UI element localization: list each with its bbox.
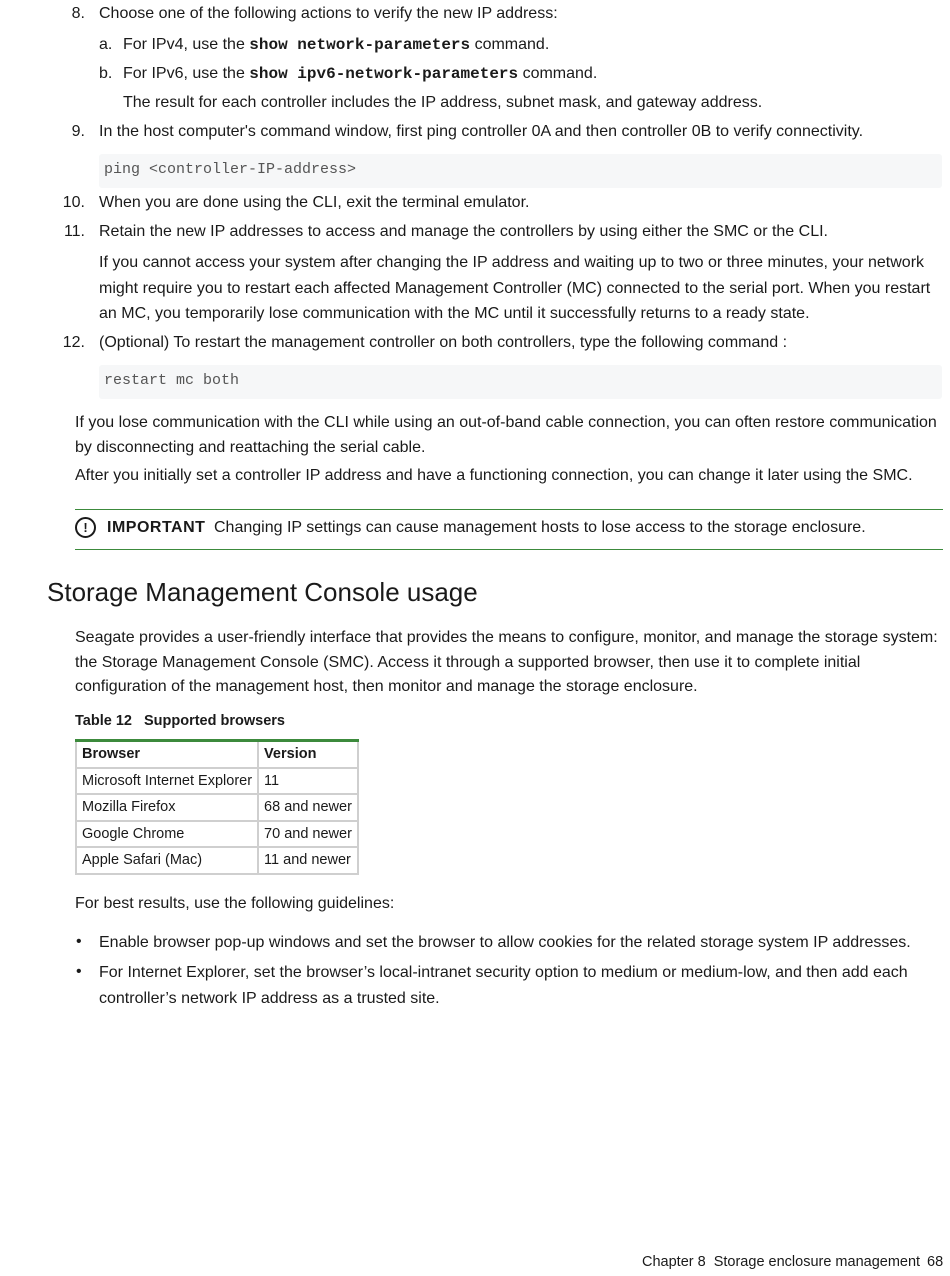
table-header-row: [76, 741, 358, 768]
code-block-ping: [99, 154, 942, 188]
list-item: Enable browser pop-up windows and set the browser to allow cookies for the related storage system IP addresses.: [99, 934, 911, 951]
important-callout: [75, 509, 943, 550]
table-row: [76, 794, 358, 821]
step-11-note: If you cannot access your system after changing the IP address and waiting up to two or three minutes, your network might require you to restart each affected Management Controller (MC) connected to the serial port. When you restart an MC, you temporarily lose communication with the MC until it successfully returns to a ready state.: [99, 254, 931, 322]
cell-version: 68 and newer: [258, 794, 358, 821]
section-heading: Storage Management Console usage: [47, 577, 478, 607]
important-label: IMPORTANT: [107, 519, 206, 536]
cell-browser: Mozilla Firefox: [76, 794, 258, 821]
step-number: 9.: [71, 123, 85, 140]
header-browser: Browser: [76, 741, 258, 768]
important-text: Changing IP settings can cause management hosts to lose access to the storage enclosure.: [214, 519, 866, 536]
cell-browser: Microsoft Internet Explorer: [76, 768, 258, 795]
page-number: 68: [927, 1254, 944, 1270]
cell-version: 70 and newer: [258, 821, 358, 848]
substep-label: a.: [99, 36, 113, 53]
bullet-icon: •: [76, 933, 82, 950]
step-text: When you are done using the CLI, exit the terminal emulator.: [99, 194, 530, 211]
table-caption: [75, 711, 285, 731]
footer-chapter-title: Storage enclosure management: [713, 1254, 921, 1270]
cell-browser: Google Chrome: [76, 821, 258, 848]
code-text: restart mc both: [104, 372, 240, 389]
cell-version: 11 and newer: [258, 847, 358, 874]
exclamation-circle-icon: !: [75, 517, 96, 538]
bullet-icon: •: [76, 963, 82, 980]
browsers-table: [75, 739, 359, 875]
step-number: 12.: [62, 334, 85, 351]
table-title: Supported browsers: [143, 713, 285, 729]
cell-version: 11: [258, 768, 358, 795]
table-row: [76, 768, 358, 795]
code-block-restart: [99, 365, 942, 399]
step-text: (Optional) To restart the management controller on both controllers, type the following command :: [99, 334, 788, 351]
page-footer: [642, 1254, 920, 1270]
step-text: Choose one of the following actions to verify the new IP address:: [99, 5, 558, 22]
table-number: Table 12: [75, 713, 132, 729]
step-8-result: The result for each controller includes the IP address, subnet mask, and gateway address.: [123, 94, 763, 111]
substep-text: For IPv6, use the show ipv6-network-parameters command.: [123, 65, 598, 83]
table-row: [76, 821, 358, 848]
paragraph-oob: If you lose communication with the CLI while using an out-of-band cable connection, you can often restore communication by disconnecting and reattaching the serial cable.: [75, 414, 937, 456]
header-version: Version: [258, 741, 358, 768]
step-text: Retain the new IP addresses to access and manage the controllers by using either the SMC or the CLI.: [99, 223, 828, 240]
step-number: 8.: [71, 5, 85, 22]
list-item: For Internet Explorer, set the browser’s local-intranet security option to medium or medium-low, and then add each controller’s network IP address as a trusted site.: [99, 964, 908, 1007]
section-intro: Seagate provides a user-friendly interface that provides the means to configure, monitor, and manage the storage system: the Storage Management Console (SMC). Access it through a supported browser, then use it to complete initial configuration of the management host, then monitor and manage the storage enclosure.: [75, 629, 938, 695]
step-text: In the host computer's command window, first ping controller 0A and then controller 0B to verify connectivity.: [99, 123, 864, 140]
substep-label: b.: [99, 65, 113, 82]
footer-chapter: Chapter 8: [642, 1254, 706, 1270]
substep-text: For IPv4, use the show network-parameters command.: [123, 36, 550, 54]
paragraph-change-later: After you initially set a controller IP address and have a functioning connection, you can change it later using the SMC.: [75, 467, 913, 484]
command-text: show ipv6-network-parameters: [249, 65, 519, 83]
step-number: 10.: [62, 194, 85, 211]
command-text: show network-parameters: [249, 36, 471, 54]
cell-browser: Apple Safari (Mac): [76, 847, 258, 874]
step-number: 11.: [63, 223, 85, 240]
code-text: ping <controller-IP-address>: [104, 161, 357, 178]
table-row: [76, 847, 358, 874]
guidelines-intro: For best results, use the following guidelines:: [75, 895, 395, 912]
